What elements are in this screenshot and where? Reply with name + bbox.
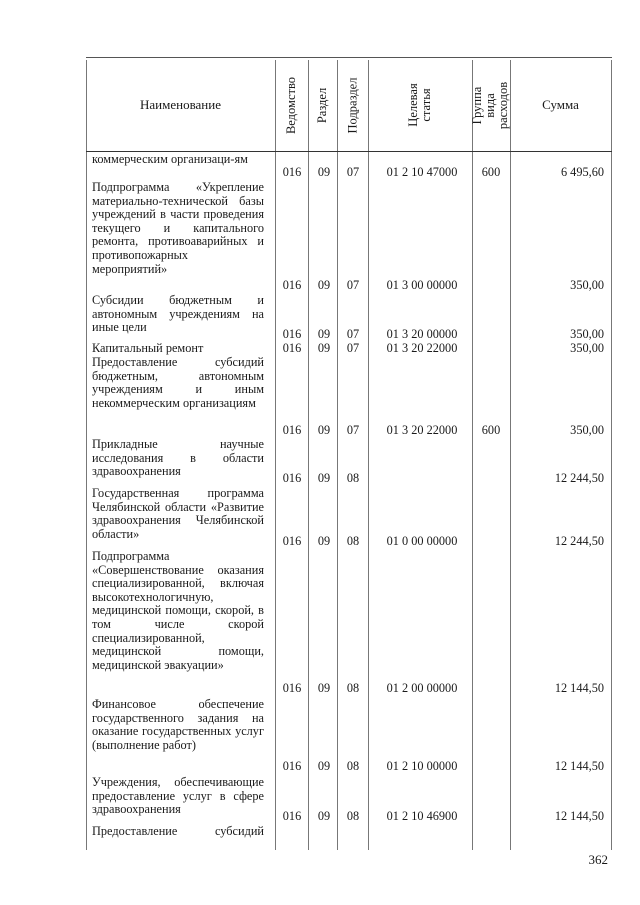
row-section: 09 [317, 278, 331, 292]
row-amount: 350,00 [570, 341, 604, 355]
row-subsection: 08 [346, 759, 360, 773]
row-subsection: 08 [346, 534, 360, 548]
row-department: 016 [282, 341, 302, 355]
header-name [86, 60, 275, 150]
row-section: 09 [317, 534, 331, 548]
row-amount: 350,00 [570, 278, 604, 292]
row-amount: 12 144,50 [554, 759, 604, 773]
header-section-label: Раздел [315, 87, 330, 123]
row-target-article: 01 2 10 00000 [386, 759, 458, 773]
table-top-border [86, 57, 612, 58]
row-subsection: 08 [346, 809, 360, 823]
header-department-label: Ведомство [284, 76, 298, 134]
row-target-article: 01 3 00 00000 [386, 278, 458, 292]
row-amount: 12 244,50 [554, 471, 604, 485]
row-section: 09 [317, 423, 331, 437]
row-target-article: 01 2 10 47000 [386, 165, 458, 179]
row-section: 09 [317, 165, 331, 179]
row-name: Предоставление субсидий бюджетным, автономным учреждениям и иным некоммерческим организациям [92, 355, 264, 410]
row-amount: 12 244,50 [554, 534, 604, 548]
row-department: 016 [282, 327, 302, 341]
row-target-article: 01 2 00 00000 [386, 681, 458, 695]
row-name: Подпрограмма «Укрепление материально-технической базы учреждений в части проведения текущего и капитального ремонта, противоаварийных и противопожарных мероприятий» [92, 180, 264, 276]
row-target-article: 01 0 00 00000 [386, 534, 458, 548]
row-department: 016 [282, 423, 302, 437]
column-divider [308, 60, 309, 850]
row-name: Субсидии бюджетным и автономным учреждениям на иные цели [92, 293, 264, 335]
header-amount [510, 60, 611, 150]
page-number: 362 [588, 852, 608, 867]
row-target-article: 01 2 10 46900 [386, 809, 458, 823]
row-subsection: 08 [346, 471, 360, 485]
header-section [308, 60, 337, 150]
header-target-article-label: Целевая статья [406, 83, 433, 127]
row-department: 016 [282, 759, 302, 773]
column-divider [368, 60, 369, 850]
row-amount: 350,00 [570, 423, 604, 437]
header-expense-group [472, 60, 510, 150]
row-amount: 12 144,50 [554, 809, 604, 823]
row-target-article: 01 3 20 22000 [386, 423, 458, 437]
row-subsection: 07 [346, 423, 360, 437]
row-name: коммерческим организаци-ям [92, 152, 248, 166]
row-amount: 350,00 [570, 327, 604, 341]
row-amount: 6 495,60 [560, 165, 604, 179]
row-subsection: 07 [346, 278, 360, 292]
row-section: 09 [317, 341, 331, 355]
row-subsection: 08 [346, 681, 360, 695]
row-department: 016 [282, 278, 302, 292]
row-section: 09 [317, 809, 331, 823]
column-divider [275, 60, 276, 850]
row-name: Государственная программа Челябинской области «Развитие здравоохранения Челябинской области» [92, 486, 264, 541]
row-department: 016 [282, 681, 302, 695]
row-subsection: 07 [346, 341, 360, 355]
column-divider [611, 60, 612, 850]
row-expense-group: 600 [481, 423, 501, 437]
row-amount: 12 144,50 [554, 681, 604, 695]
column-divider [86, 60, 87, 850]
row-department: 016 [282, 471, 302, 485]
row-section: 09 [317, 327, 331, 341]
header-target-article [368, 60, 472, 150]
header-subsection [337, 60, 368, 150]
row-target-article: 01 3 20 22000 [386, 341, 458, 355]
row-name: Капитальный ремонт [92, 341, 204, 355]
column-divider [337, 60, 338, 850]
header-department [275, 60, 308, 150]
row-target-article: 01 3 20 00000 [386, 327, 458, 341]
row-department: 016 [282, 809, 302, 823]
row-name: Учреждения, обеспечивающие предоставление услуг в сфере здравоохранения [92, 775, 264, 817]
row-name: Финансовое обеспечение государственного задания на оказание государственных услуг (выполнение работ) [92, 697, 264, 752]
header-subsection-label: Подраздел [345, 77, 359, 133]
header-expense-group-label: Группа вида расходов [470, 81, 511, 129]
row-subsection: 07 [346, 327, 360, 341]
row-section: 09 [317, 471, 331, 485]
row-name: Прикладные научные исследования в области здравоохранения [92, 437, 264, 479]
row-name: Предоставление субсидий [92, 824, 264, 838]
row-section: 09 [317, 759, 331, 773]
row-department: 016 [282, 165, 302, 179]
header-amount-label: Сумма [542, 97, 579, 112]
header-name-label: Наименование [140, 97, 221, 112]
row-expense-group: 600 [481, 165, 501, 179]
row-section: 09 [317, 681, 331, 695]
row-name: Подпрограмма «Совершенствование оказания специализированной, включая высокотехнологичную, медицинской помощи, скорой, в том числе скорой специализированной, медицинской помощи, медицинской эвакуации» [92, 549, 264, 672]
row-department: 016 [282, 534, 302, 548]
row-subsection: 07 [346, 165, 360, 179]
column-divider [510, 60, 511, 850]
